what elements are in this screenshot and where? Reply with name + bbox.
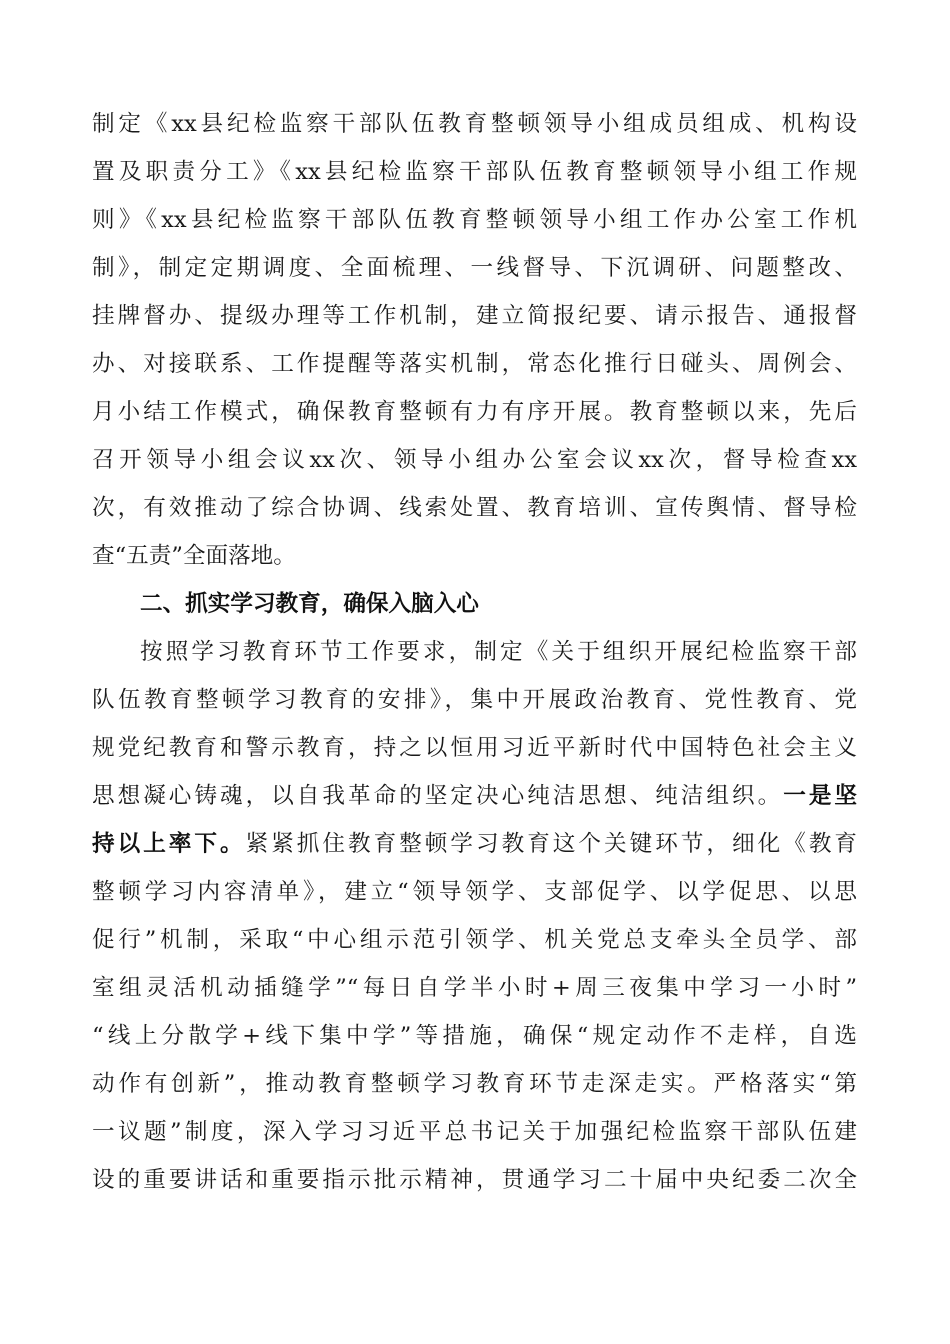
paragraph-line: 一议题”制度，深入学习习近平总书记关于加强纪检监察干部队伍建: [92, 1119, 857, 1145]
paragraph-line: 查“五责”全面落地。: [92, 543, 296, 569]
paragraph-line: 按照学习教育环节工作要求，制定《关于组织开展纪检监察干部: [140, 639, 857, 665]
paragraph-text: 紧紧抓住教育整顿学习教育这个关键环节，细化《教育: [245, 831, 858, 857]
emphasis-text: 持以上率下。: [92, 831, 246, 857]
paragraph-line: 设的重要讲话和重要指示批示精神，贯通学习二十届中央纪委二次全: [92, 1167, 857, 1193]
paragraph-line: 动作有创新”，推动教育整顿学习教育环节走深走实。严格落实“第: [92, 1071, 857, 1097]
paragraph-line: 挂牌督办、提级办理等工作机制，建立简报纪要、请示报告、通报督: [92, 303, 857, 329]
paragraph-line: 办、对接联系、工作提醒等落实机制，常态化推行日碰头、周例会、: [92, 351, 857, 377]
paragraph-line: 置及职责分工》《xx县纪检监察干部队伍教育整顿领导小组工作规: [92, 159, 857, 185]
paragraph-line: [92, 781, 857, 811]
paragraph-line: 室组灵活机动插缝学”“每日自学半小时+周三夜集中学习一小时”: [92, 975, 857, 1001]
paragraph-line: 制》，制定定期调度、全面梳理、一线督导、下沉调研、问题整改、: [92, 255, 857, 281]
paragraph-line: 队伍教育整顿学习教育的安排》，集中开展政治教育、党性教育、党: [92, 687, 857, 713]
paragraph-line: 次，有效推动了综合协调、线索处置、教育培训、宣传舆情、督导检: [92, 495, 857, 521]
paragraph-line: “线上分散学+线下集中学”等措施，确保“规定动作不走样，自选: [92, 1023, 857, 1049]
paragraph-line: 促行”机制，采取“中心组示范引领学、机关党总支牵头全员学、部: [92, 927, 857, 953]
paragraph-line: [92, 829, 857, 859]
paragraph-line: 制定《xx县纪检监察干部队伍教育整顿领导小组成员组成、机构设: [92, 111, 857, 137]
paragraph-line: 整顿学习内容清单》，建立“领导领学、支部促学、以学促思、以思: [92, 879, 857, 905]
emphasis-text: 一是坚: [783, 783, 858, 809]
section-heading: 二、抓实学习教育，确保入脑入心: [140, 591, 479, 617]
paragraph-text: 思想凝心铸魂，以自我革命的坚定决心纯洁思想、纯洁组织。: [92, 783, 784, 809]
paragraph-line: 月小结工作模式，确保教育整顿有力有序开展。教育整顿以来，先后: [92, 399, 857, 425]
paragraph-line: 召开领导小组会议xx次、领导小组办公室会议xx次，督导检查xx: [92, 447, 857, 473]
paragraph-line: 规党纪教育和警示教育，持之以恒用习近平新时代中国特色社会主义: [92, 735, 857, 761]
paragraph-line: 则》《xx县纪检监察干部队伍教育整顿领导小组工作办公室工作机: [92, 207, 857, 233]
